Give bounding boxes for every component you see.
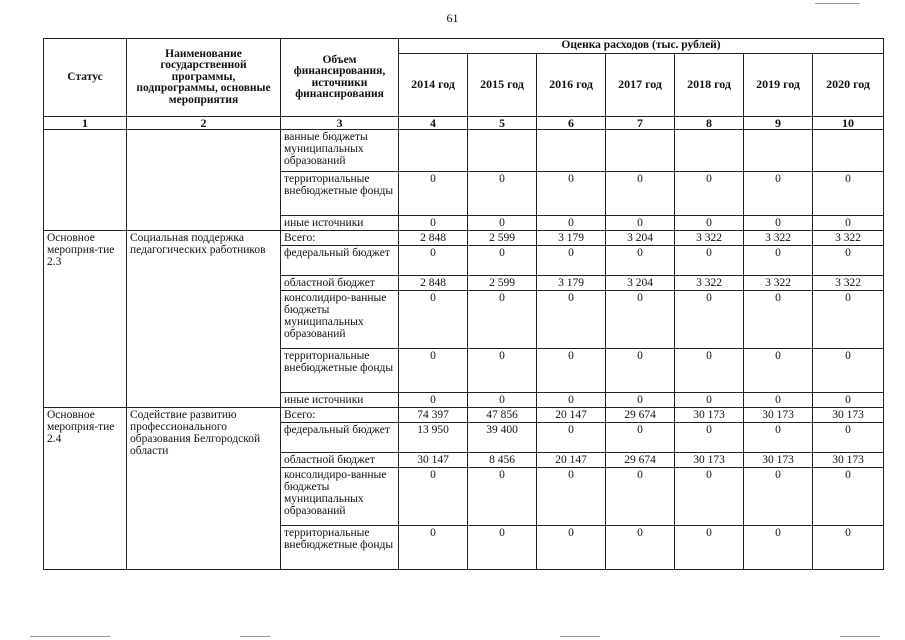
amount-cell: 20 147	[537, 453, 606, 468]
amount-cell: 0	[744, 246, 813, 276]
amount-cell: 2 848	[399, 276, 468, 291]
amount-cell: 0	[813, 468, 884, 526]
amount-cell: 47 856	[468, 408, 537, 423]
amount-cell: 0	[675, 291, 744, 349]
amount-cell: 30 173	[744, 453, 813, 468]
amount-cell: 0	[537, 216, 606, 231]
amount-cell: 0	[468, 393, 537, 408]
funding-source-cell: Всего:	[281, 408, 399, 423]
amount-cell: 3 322	[675, 231, 744, 246]
funding-source-cell: иные источники	[281, 393, 399, 408]
amount-cell: 0	[744, 349, 813, 393]
amount-cell: 0	[399, 216, 468, 231]
column-number: 5	[468, 117, 537, 130]
amount-cell: 29 674	[606, 453, 675, 468]
amount-cell: 0	[744, 291, 813, 349]
funding-source-cell: территориальные внебюджетные фонды	[281, 526, 399, 570]
amount-cell: 3 322	[744, 231, 813, 246]
header-name: Наименование государственной программы, подпрограммы, основные мероприятия	[127, 39, 281, 117]
amount-cell: 0	[468, 349, 537, 393]
header-year: 2018 год	[675, 54, 744, 117]
amount-cell: 2 848	[399, 231, 468, 246]
amount-cell	[744, 130, 813, 172]
scan-artifact-line	[30, 636, 110, 637]
amount-cell: 0	[813, 423, 884, 453]
funding-source-cell: Всего:	[281, 231, 399, 246]
scan-artifact-line	[840, 636, 880, 637]
amount-cell	[399, 130, 468, 172]
amount-cell: 0	[813, 291, 884, 349]
amount-cell: 3 179	[537, 276, 606, 291]
amount-cell: 0	[675, 216, 744, 231]
page-number: 61	[446, 11, 459, 25]
program-name-cell: Содействие развитию профессионального образования Белгородской области	[127, 408, 281, 570]
amount-cell: 39 400	[468, 423, 537, 453]
amount-cell: 0	[813, 526, 884, 570]
amount-cell: 0	[537, 246, 606, 276]
amount-cell: 30 147	[399, 453, 468, 468]
amount-cell: 0	[399, 246, 468, 276]
funding-source-cell: иные источники	[281, 216, 399, 231]
header-year: 2019 год	[744, 54, 813, 117]
funding-source-cell: областной бюджет	[281, 453, 399, 468]
amount-cell: 0	[399, 468, 468, 526]
amount-cell: 0	[399, 172, 468, 216]
amount-cell: 74 397	[399, 408, 468, 423]
header-year: 2015 год	[468, 54, 537, 117]
funding-source-cell: территориальные внебюджетные фонды	[281, 172, 399, 216]
amount-cell: 0	[606, 216, 675, 231]
amount-cell: 0	[537, 172, 606, 216]
amount-cell: 13 950	[399, 423, 468, 453]
column-number: 10	[813, 117, 884, 130]
amount-cell: 0	[675, 349, 744, 393]
column-number: 3	[281, 117, 399, 130]
table-row	[44, 231, 884, 246]
amount-cell: 0	[399, 526, 468, 570]
amount-cell: 2 599	[468, 276, 537, 291]
amount-cell: 0	[606, 246, 675, 276]
amount-cell: 0	[813, 172, 884, 216]
amount-cell: 0	[675, 468, 744, 526]
amount-cell: 0	[744, 216, 813, 231]
funding-source-cell: консолидиро-ванные бюджеты муниципальных образований	[281, 291, 399, 349]
header-year: 2017 год	[606, 54, 675, 117]
amount-cell: 30 173	[675, 408, 744, 423]
amount-cell: 0	[744, 172, 813, 216]
table-row	[44, 130, 884, 172]
column-number: 7	[606, 117, 675, 130]
status-cell: Основное мероприя-тие 2.3	[44, 231, 127, 408]
amount-cell: 8 456	[468, 453, 537, 468]
funding-source-cell: ванные бюджеты муниципальных образований	[281, 130, 399, 172]
amount-cell: 30 173	[675, 453, 744, 468]
table-row	[44, 408, 884, 423]
amount-cell: 0	[675, 246, 744, 276]
column-number: 4	[399, 117, 468, 130]
amount-cell: 3 179	[537, 231, 606, 246]
column-number: 6	[537, 117, 606, 130]
amount-cell: 0	[744, 468, 813, 526]
amount-cell: 0	[813, 393, 884, 408]
amount-cell: 30 173	[813, 453, 884, 468]
amount-cell: 0	[399, 393, 468, 408]
amount-cell: 0	[468, 246, 537, 276]
funding-source-cell: областной бюджет	[281, 276, 399, 291]
header-cost-estimate: Оценка расходов (тыс. рублей)	[399, 39, 884, 54]
expenditure-table	[43, 38, 884, 570]
amount-cell: 0	[606, 423, 675, 453]
amount-cell: 0	[744, 526, 813, 570]
amount-cell: 20 147	[537, 408, 606, 423]
amount-cell	[675, 130, 744, 172]
amount-cell: 0	[537, 468, 606, 526]
amount-cell	[537, 130, 606, 172]
program-name-cell	[127, 130, 281, 231]
amount-cell	[606, 130, 675, 172]
funding-source-cell: федеральный бюджет	[281, 423, 399, 453]
amount-cell: 0	[399, 291, 468, 349]
amount-cell: 29 674	[606, 408, 675, 423]
amount-cell: 0	[675, 423, 744, 453]
header-year: 2020 год	[813, 54, 884, 117]
amount-cell: 0	[399, 349, 468, 393]
amount-cell	[468, 130, 537, 172]
column-number: 8	[675, 117, 744, 130]
amount-cell: 0	[468, 468, 537, 526]
amount-cell: 0	[813, 216, 884, 231]
program-name-cell: Социальная поддержка педагогических работников	[127, 231, 281, 408]
amount-cell: 3 322	[813, 276, 884, 291]
amount-cell: 0	[606, 468, 675, 526]
amount-cell: 0	[468, 216, 537, 231]
amount-cell: 0	[606, 526, 675, 570]
amount-cell: 0	[744, 423, 813, 453]
status-cell	[44, 130, 127, 231]
amount-cell: 0	[537, 526, 606, 570]
amount-cell: 0	[813, 246, 884, 276]
header-volume: Объем финансирования, источники финансирования	[281, 39, 399, 117]
amount-cell: 3 204	[606, 276, 675, 291]
header-status: Статус	[44, 39, 127, 117]
amount-cell: 0	[744, 393, 813, 408]
amount-cell: 3 322	[675, 276, 744, 291]
amount-cell: 3 322	[744, 276, 813, 291]
header-year: 2014 год	[399, 54, 468, 117]
amount-cell: 0	[675, 172, 744, 216]
amount-cell: 3 204	[606, 231, 675, 246]
amount-cell: 0	[537, 423, 606, 453]
amount-cell: 0	[468, 172, 537, 216]
amount-cell: 30 173	[744, 408, 813, 423]
table-body	[44, 130, 884, 570]
amount-cell: 0	[468, 526, 537, 570]
amount-cell: 0	[537, 393, 606, 408]
amount-cell: 0	[468, 291, 537, 349]
header-year: 2016 год	[537, 54, 606, 117]
amount-cell: 0	[537, 291, 606, 349]
amount-cell: 0	[606, 172, 675, 216]
amount-cell: 0	[606, 349, 675, 393]
amount-cell: 0	[537, 349, 606, 393]
column-number: 9	[744, 117, 813, 130]
amount-cell: 0	[606, 291, 675, 349]
funding-source-cell: консолидиро-ванные бюджеты муниципальных образований	[281, 468, 399, 526]
amount-cell: 0	[675, 526, 744, 570]
scan-artifact-line	[560, 636, 600, 637]
funding-source-cell: федеральный бюджет	[281, 246, 399, 276]
amount-cell: 0	[813, 349, 884, 393]
funding-source-cell: территориальные внебюджетные фонды	[281, 349, 399, 393]
amount-cell: 30 173	[813, 408, 884, 423]
amount-cell: 2 599	[468, 231, 537, 246]
amount-cell: 3 322	[813, 231, 884, 246]
amount-cell	[813, 130, 884, 172]
scan-artifact-line	[240, 636, 270, 637]
amount-cell: 0	[606, 393, 675, 408]
status-cell: Основное мероприя-тие 2.4	[44, 408, 127, 570]
column-number: 2	[127, 117, 281, 130]
column-number: 1	[44, 117, 127, 130]
scan-artifact-line	[815, 3, 860, 4]
amount-cell: 0	[675, 393, 744, 408]
